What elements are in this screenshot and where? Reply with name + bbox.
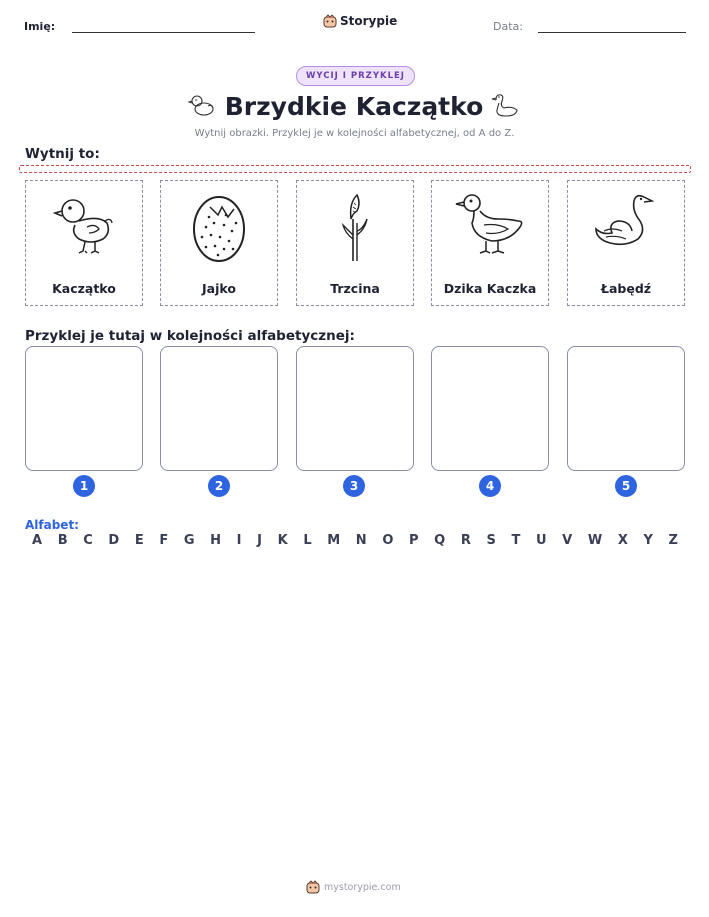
- alphabet-letter: I: [236, 533, 242, 548]
- alphabet-letter: V: [562, 533, 573, 548]
- alphabet-letter: N: [355, 533, 367, 548]
- egg-icon: [184, 189, 254, 265]
- alphabet-letter: S: [486, 533, 496, 548]
- cut-section-title: Wytnij to:: [25, 146, 100, 162]
- alphabet-letter: E: [134, 533, 144, 548]
- slot-number-5: 5: [615, 475, 637, 497]
- paste-slot-5[interactable]: [567, 346, 685, 471]
- slot-number-2: 2: [208, 475, 230, 497]
- alphabet-row: [32, 533, 678, 548]
- alphabet-letter: T: [511, 533, 521, 548]
- paste-section-title: Przyklej je tutaj w kolejności alfabetycznej:: [25, 328, 355, 344]
- alphabet-letter: A: [32, 533, 43, 548]
- cut-card-kaczatko[interactable]: [25, 180, 143, 306]
- alphabet-letter: Q: [434, 533, 446, 548]
- duckling-icon: [49, 189, 119, 259]
- card-label: Kaczątko: [52, 281, 116, 296]
- paste-slot-4[interactable]: [431, 346, 549, 471]
- card-label: Dzika Kaczka: [443, 281, 537, 296]
- date-line[interactable]: [538, 32, 686, 33]
- card-label: Trzcina: [330, 281, 380, 296]
- instructions: Wytnij obrazki. Przyklej je w kolejności alfabetycznej, od A do Z.: [194, 128, 515, 139]
- slot-number-4: 4: [479, 475, 501, 497]
- cut-card-jajko[interactable]: [160, 180, 278, 306]
- alphabet-letter: J: [257, 533, 262, 548]
- alphabet-letter: Z: [668, 533, 678, 548]
- alphabet-letter: P: [409, 533, 419, 548]
- alphabet-title: Alfabet:: [25, 518, 79, 532]
- alphabet-letter: C: [83, 533, 93, 548]
- cut-line: [19, 165, 691, 173]
- alphabet-letter: L: [303, 533, 312, 548]
- date-label: Data:: [493, 20, 523, 33]
- activity-badge: WYCIJ I PRZYKLEJ: [296, 66, 415, 86]
- cut-card-trzcina[interactable]: [296, 180, 414, 306]
- alphabet-letter: O: [382, 533, 394, 548]
- page-title: Brzydkie Kaczątko: [224, 92, 484, 121]
- footer-url[interactable]: mystorypie.com: [324, 881, 401, 893]
- footer: [306, 880, 401, 894]
- paste-slot-2[interactable]: [160, 346, 278, 471]
- alphabet-letter: Y: [643, 533, 653, 548]
- reed-icon: [335, 189, 375, 265]
- swan-icon: [588, 189, 664, 259]
- alphabet-letter: R: [460, 533, 471, 548]
- alphabet-letter: D: [108, 533, 120, 548]
- name-line[interactable]: [72, 32, 255, 33]
- card-label: Łabędź: [600, 281, 652, 296]
- alphabet-letter: H: [210, 533, 222, 548]
- name-label: Imię:: [24, 20, 56, 33]
- slot-number-3: 3: [343, 475, 365, 497]
- storypie-logo-icon: [306, 880, 320, 894]
- duckling-left-icon: [188, 92, 216, 118]
- card-label: Jajko: [202, 281, 236, 296]
- alphabet-letter: F: [159, 533, 169, 548]
- cut-card-labedz[interactable]: [567, 180, 685, 306]
- cut-card-dzika-kaczka[interactable]: [431, 180, 549, 306]
- alphabet-letter: X: [617, 533, 628, 548]
- paste-slot-3[interactable]: [296, 346, 414, 471]
- alphabet-letter: M: [327, 533, 341, 548]
- alphabet-letter: W: [587, 533, 603, 548]
- paste-slot-1[interactable]: [25, 346, 143, 471]
- slot-number-1: 1: [73, 475, 95, 497]
- brand-name: Storypie: [340, 14, 398, 28]
- alphabet-letter: U: [535, 533, 547, 548]
- alphabet-letter: K: [277, 533, 288, 548]
- wild-duck-icon: [452, 189, 528, 259]
- duck-right-icon: [490, 92, 520, 120]
- storypie-logo-icon: [323, 14, 337, 28]
- brand-logo: [323, 14, 397, 28]
- alphabet-letter: G: [183, 533, 195, 548]
- alphabet-letter: B: [57, 533, 68, 548]
